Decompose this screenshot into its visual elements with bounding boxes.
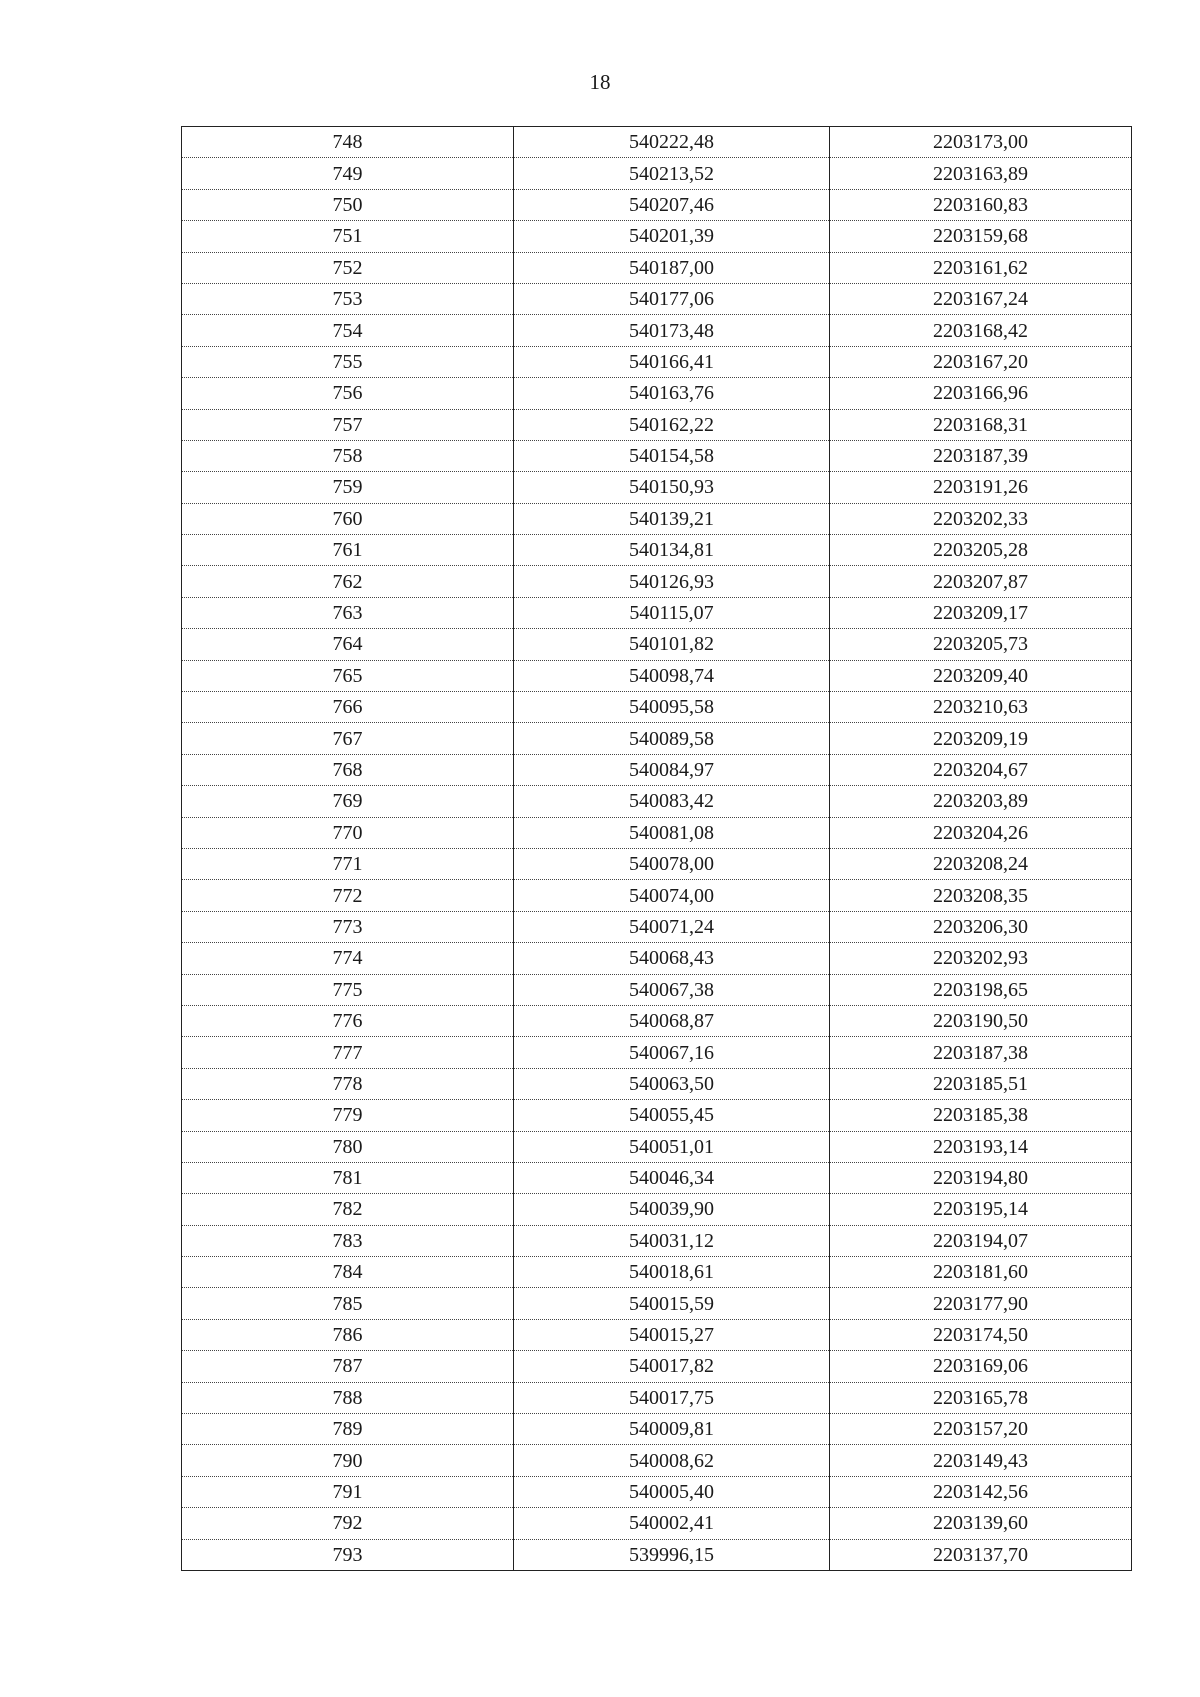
table-row: [182, 1288, 1132, 1319]
point-number-cell: 786: [182, 1319, 514, 1350]
x-coordinate-cell: 540134,81: [514, 535, 830, 566]
x-coordinate-cell: 540015,27: [514, 1319, 830, 1350]
y-coordinate-cell: 2203163,89: [830, 158, 1132, 189]
x-coordinate-cell: 540115,07: [514, 597, 830, 628]
point-number-cell: 778: [182, 1068, 514, 1099]
point-number-cell: 748: [182, 127, 514, 158]
x-coordinate-cell: 540068,43: [514, 943, 830, 974]
y-coordinate-cell: 2203187,38: [830, 1037, 1132, 1068]
x-coordinate-cell: 540089,58: [514, 723, 830, 754]
point-number-cell: 779: [182, 1100, 514, 1131]
table-row: [182, 440, 1132, 471]
point-number-cell: 772: [182, 880, 514, 911]
y-coordinate-cell: 2203204,26: [830, 817, 1132, 848]
point-number-cell: 770: [182, 817, 514, 848]
y-coordinate-cell: 2203157,20: [830, 1414, 1132, 1445]
x-coordinate-cell: 540173,48: [514, 315, 830, 346]
table-row: [182, 315, 1132, 346]
y-coordinate-cell: 2203185,51: [830, 1068, 1132, 1099]
table-row: [182, 723, 1132, 754]
table-row: [182, 1162, 1132, 1193]
x-coordinate-cell: 540002,41: [514, 1508, 830, 1539]
point-number-cell: 773: [182, 911, 514, 942]
x-coordinate-cell: 540201,39: [514, 221, 830, 252]
x-coordinate-cell: 540071,24: [514, 911, 830, 942]
table-row: [182, 1005, 1132, 1036]
y-coordinate-cell: 2203168,31: [830, 409, 1132, 440]
table-row: [182, 1319, 1132, 1350]
y-coordinate-cell: 2203187,39: [830, 440, 1132, 471]
x-coordinate-cell: 540005,40: [514, 1476, 830, 1507]
y-coordinate-cell: 2203161,62: [830, 252, 1132, 283]
table-row: [182, 535, 1132, 566]
x-coordinate-cell: 540067,38: [514, 974, 830, 1005]
x-coordinate-cell: 540084,97: [514, 754, 830, 785]
point-number-cell: 760: [182, 503, 514, 534]
y-coordinate-cell: 2203207,87: [830, 566, 1132, 597]
table-row: [182, 1508, 1132, 1539]
point-number-cell: 771: [182, 848, 514, 879]
x-coordinate-cell: 540051,01: [514, 1131, 830, 1162]
table-row: [182, 1539, 1132, 1570]
page-number: 18: [589, 70, 611, 94]
point-number-cell: 757: [182, 409, 514, 440]
point-number-cell: 761: [182, 535, 514, 566]
y-coordinate-cell: 2203202,93: [830, 943, 1132, 974]
table-row: [182, 660, 1132, 691]
y-coordinate-cell: 2203198,65: [830, 974, 1132, 1005]
y-coordinate-cell: 2203209,40: [830, 660, 1132, 691]
point-number-cell: 768: [182, 754, 514, 785]
table-row: [182, 848, 1132, 879]
y-coordinate-cell: 2203209,19: [830, 723, 1132, 754]
table-row: [182, 1445, 1132, 1476]
x-coordinate-cell: 540039,90: [514, 1194, 830, 1225]
x-coordinate-cell: 540222,48: [514, 127, 830, 158]
point-number-cell: 769: [182, 786, 514, 817]
table-row: [182, 1257, 1132, 1288]
point-number-cell: 764: [182, 629, 514, 660]
x-coordinate-cell: 540008,62: [514, 1445, 830, 1476]
y-coordinate-cell: 2203166,96: [830, 378, 1132, 409]
point-number-cell: 749: [182, 158, 514, 189]
table-row: [182, 503, 1132, 534]
x-coordinate-cell: 540018,61: [514, 1257, 830, 1288]
point-number-cell: 785: [182, 1288, 514, 1319]
point-number-cell: 765: [182, 660, 514, 691]
y-coordinate-cell: 2203205,28: [830, 535, 1132, 566]
table-row: [182, 880, 1132, 911]
y-coordinate-cell: 2203177,90: [830, 1288, 1132, 1319]
point-number-cell: 763: [182, 597, 514, 628]
table-row: [182, 1382, 1132, 1413]
point-number-cell: 774: [182, 943, 514, 974]
table-row: [182, 1414, 1132, 1445]
point-number-cell: 788: [182, 1382, 514, 1413]
x-coordinate-cell: 540163,76: [514, 378, 830, 409]
x-coordinate-cell: 540154,58: [514, 440, 830, 471]
table-row: [182, 1131, 1132, 1162]
point-number-cell: 776: [182, 1005, 514, 1036]
x-coordinate-cell: 540046,34: [514, 1162, 830, 1193]
y-coordinate-cell: 2203194,80: [830, 1162, 1132, 1193]
table-row: [182, 1194, 1132, 1225]
table-row: [182, 252, 1132, 283]
table-row: [182, 346, 1132, 377]
y-coordinate-cell: 2203173,00: [830, 127, 1132, 158]
x-coordinate-cell: 540083,42: [514, 786, 830, 817]
point-number-cell: 793: [182, 1539, 514, 1570]
x-coordinate-cell: 540166,41: [514, 346, 830, 377]
x-coordinate-cell: 540177,06: [514, 283, 830, 314]
table-row: [182, 566, 1132, 597]
coordinate-table-body: [182, 127, 1132, 1571]
y-coordinate-cell: 2203139,60: [830, 1508, 1132, 1539]
point-number-cell: 759: [182, 472, 514, 503]
point-number-cell: 753: [182, 283, 514, 314]
point-number-cell: 775: [182, 974, 514, 1005]
table-row: [182, 786, 1132, 817]
y-coordinate-cell: 2203137,70: [830, 1539, 1132, 1570]
x-coordinate-cell: 540009,81: [514, 1414, 830, 1445]
y-coordinate-cell: 2203190,50: [830, 1005, 1132, 1036]
x-coordinate-cell: 540139,21: [514, 503, 830, 534]
x-coordinate-cell: 540015,59: [514, 1288, 830, 1319]
y-coordinate-cell: 2203208,35: [830, 880, 1132, 911]
point-number-cell: 781: [182, 1162, 514, 1193]
y-coordinate-cell: 2203202,33: [830, 503, 1132, 534]
y-coordinate-cell: 2203181,60: [830, 1257, 1132, 1288]
y-coordinate-cell: 2203193,14: [830, 1131, 1132, 1162]
x-coordinate-cell: 540031,12: [514, 1225, 830, 1256]
y-coordinate-cell: 2203205,73: [830, 629, 1132, 660]
y-coordinate-cell: 2203165,78: [830, 1382, 1132, 1413]
table-row: [182, 189, 1132, 220]
y-coordinate-cell: 2203160,83: [830, 189, 1132, 220]
point-number-cell: 782: [182, 1194, 514, 1225]
y-coordinate-cell: 2203174,50: [830, 1319, 1132, 1350]
point-number-cell: 756: [182, 378, 514, 409]
y-coordinate-cell: 2203191,26: [830, 472, 1132, 503]
x-coordinate-cell: 540101,82: [514, 629, 830, 660]
table-row: [182, 817, 1132, 848]
x-coordinate-cell: 540162,22: [514, 409, 830, 440]
table-row: [182, 1225, 1132, 1256]
y-coordinate-cell: 2203206,30: [830, 911, 1132, 942]
y-coordinate-cell: 2203204,67: [830, 754, 1132, 785]
table-row: [182, 158, 1132, 189]
table-row: [182, 974, 1132, 1005]
x-coordinate-cell: 540017,75: [514, 1382, 830, 1413]
x-coordinate-cell: 540207,46: [514, 189, 830, 220]
y-coordinate-cell: 2203209,17: [830, 597, 1132, 628]
y-coordinate-cell: 2203142,56: [830, 1476, 1132, 1507]
point-number-cell: 758: [182, 440, 514, 471]
table-row: [182, 943, 1132, 974]
table-row: [182, 629, 1132, 660]
y-coordinate-cell: 2203194,07: [830, 1225, 1132, 1256]
table-row: [182, 378, 1132, 409]
point-number-cell: 787: [182, 1351, 514, 1382]
point-number-cell: 789: [182, 1414, 514, 1445]
point-number-cell: 755: [182, 346, 514, 377]
table-row: [182, 754, 1132, 785]
x-coordinate-cell: 540074,00: [514, 880, 830, 911]
point-number-cell: 762: [182, 566, 514, 597]
x-coordinate-cell: 540095,58: [514, 692, 830, 723]
point-number-cell: 752: [182, 252, 514, 283]
x-coordinate-cell: 540017,82: [514, 1351, 830, 1382]
x-coordinate-cell: 539996,15: [514, 1539, 830, 1570]
table-row: [182, 692, 1132, 723]
y-coordinate-cell: 2203168,42: [830, 315, 1132, 346]
point-number-cell: 754: [182, 315, 514, 346]
x-coordinate-cell: 540055,45: [514, 1100, 830, 1131]
x-coordinate-cell: 540213,52: [514, 158, 830, 189]
table-row: [182, 1037, 1132, 1068]
x-coordinate-cell: 540126,93: [514, 566, 830, 597]
table-row: [182, 409, 1132, 440]
y-coordinate-cell: 2203169,06: [830, 1351, 1132, 1382]
y-coordinate-cell: 2203210,63: [830, 692, 1132, 723]
table-row: [182, 597, 1132, 628]
y-coordinate-cell: 2203159,68: [830, 221, 1132, 252]
x-coordinate-cell: 540067,16: [514, 1037, 830, 1068]
table-row: [182, 1351, 1132, 1382]
point-number-cell: 780: [182, 1131, 514, 1162]
point-number-cell: 767: [182, 723, 514, 754]
point-number-cell: 784: [182, 1257, 514, 1288]
point-number-cell: 790: [182, 1445, 514, 1476]
coordinate-table: [181, 126, 1132, 1571]
y-coordinate-cell: 2203149,43: [830, 1445, 1132, 1476]
table-row: [182, 127, 1132, 158]
x-coordinate-cell: 540150,93: [514, 472, 830, 503]
table-row: [182, 221, 1132, 252]
y-coordinate-cell: 2203167,20: [830, 346, 1132, 377]
y-coordinate-cell: 2203195,14: [830, 1194, 1132, 1225]
point-number-cell: 791: [182, 1476, 514, 1507]
table-row: [182, 1068, 1132, 1099]
point-number-cell: 766: [182, 692, 514, 723]
table-row: [182, 911, 1132, 942]
x-coordinate-cell: 540187,00: [514, 252, 830, 283]
point-number-cell: 751: [182, 221, 514, 252]
table-row: [182, 1476, 1132, 1507]
point-number-cell: 750: [182, 189, 514, 220]
x-coordinate-cell: 540068,87: [514, 1005, 830, 1036]
y-coordinate-cell: 2203185,38: [830, 1100, 1132, 1131]
x-coordinate-cell: 540078,00: [514, 848, 830, 879]
table-row: [182, 472, 1132, 503]
table-row: [182, 283, 1132, 314]
point-number-cell: 783: [182, 1225, 514, 1256]
table-row: [182, 1100, 1132, 1131]
y-coordinate-cell: 2203203,89: [830, 786, 1132, 817]
x-coordinate-cell: 540081,08: [514, 817, 830, 848]
y-coordinate-cell: 2203167,24: [830, 283, 1132, 314]
point-number-cell: 792: [182, 1508, 514, 1539]
x-coordinate-cell: 540098,74: [514, 660, 830, 691]
x-coordinate-cell: 540063,50: [514, 1068, 830, 1099]
y-coordinate-cell: 2203208,24: [830, 848, 1132, 879]
point-number-cell: 777: [182, 1037, 514, 1068]
